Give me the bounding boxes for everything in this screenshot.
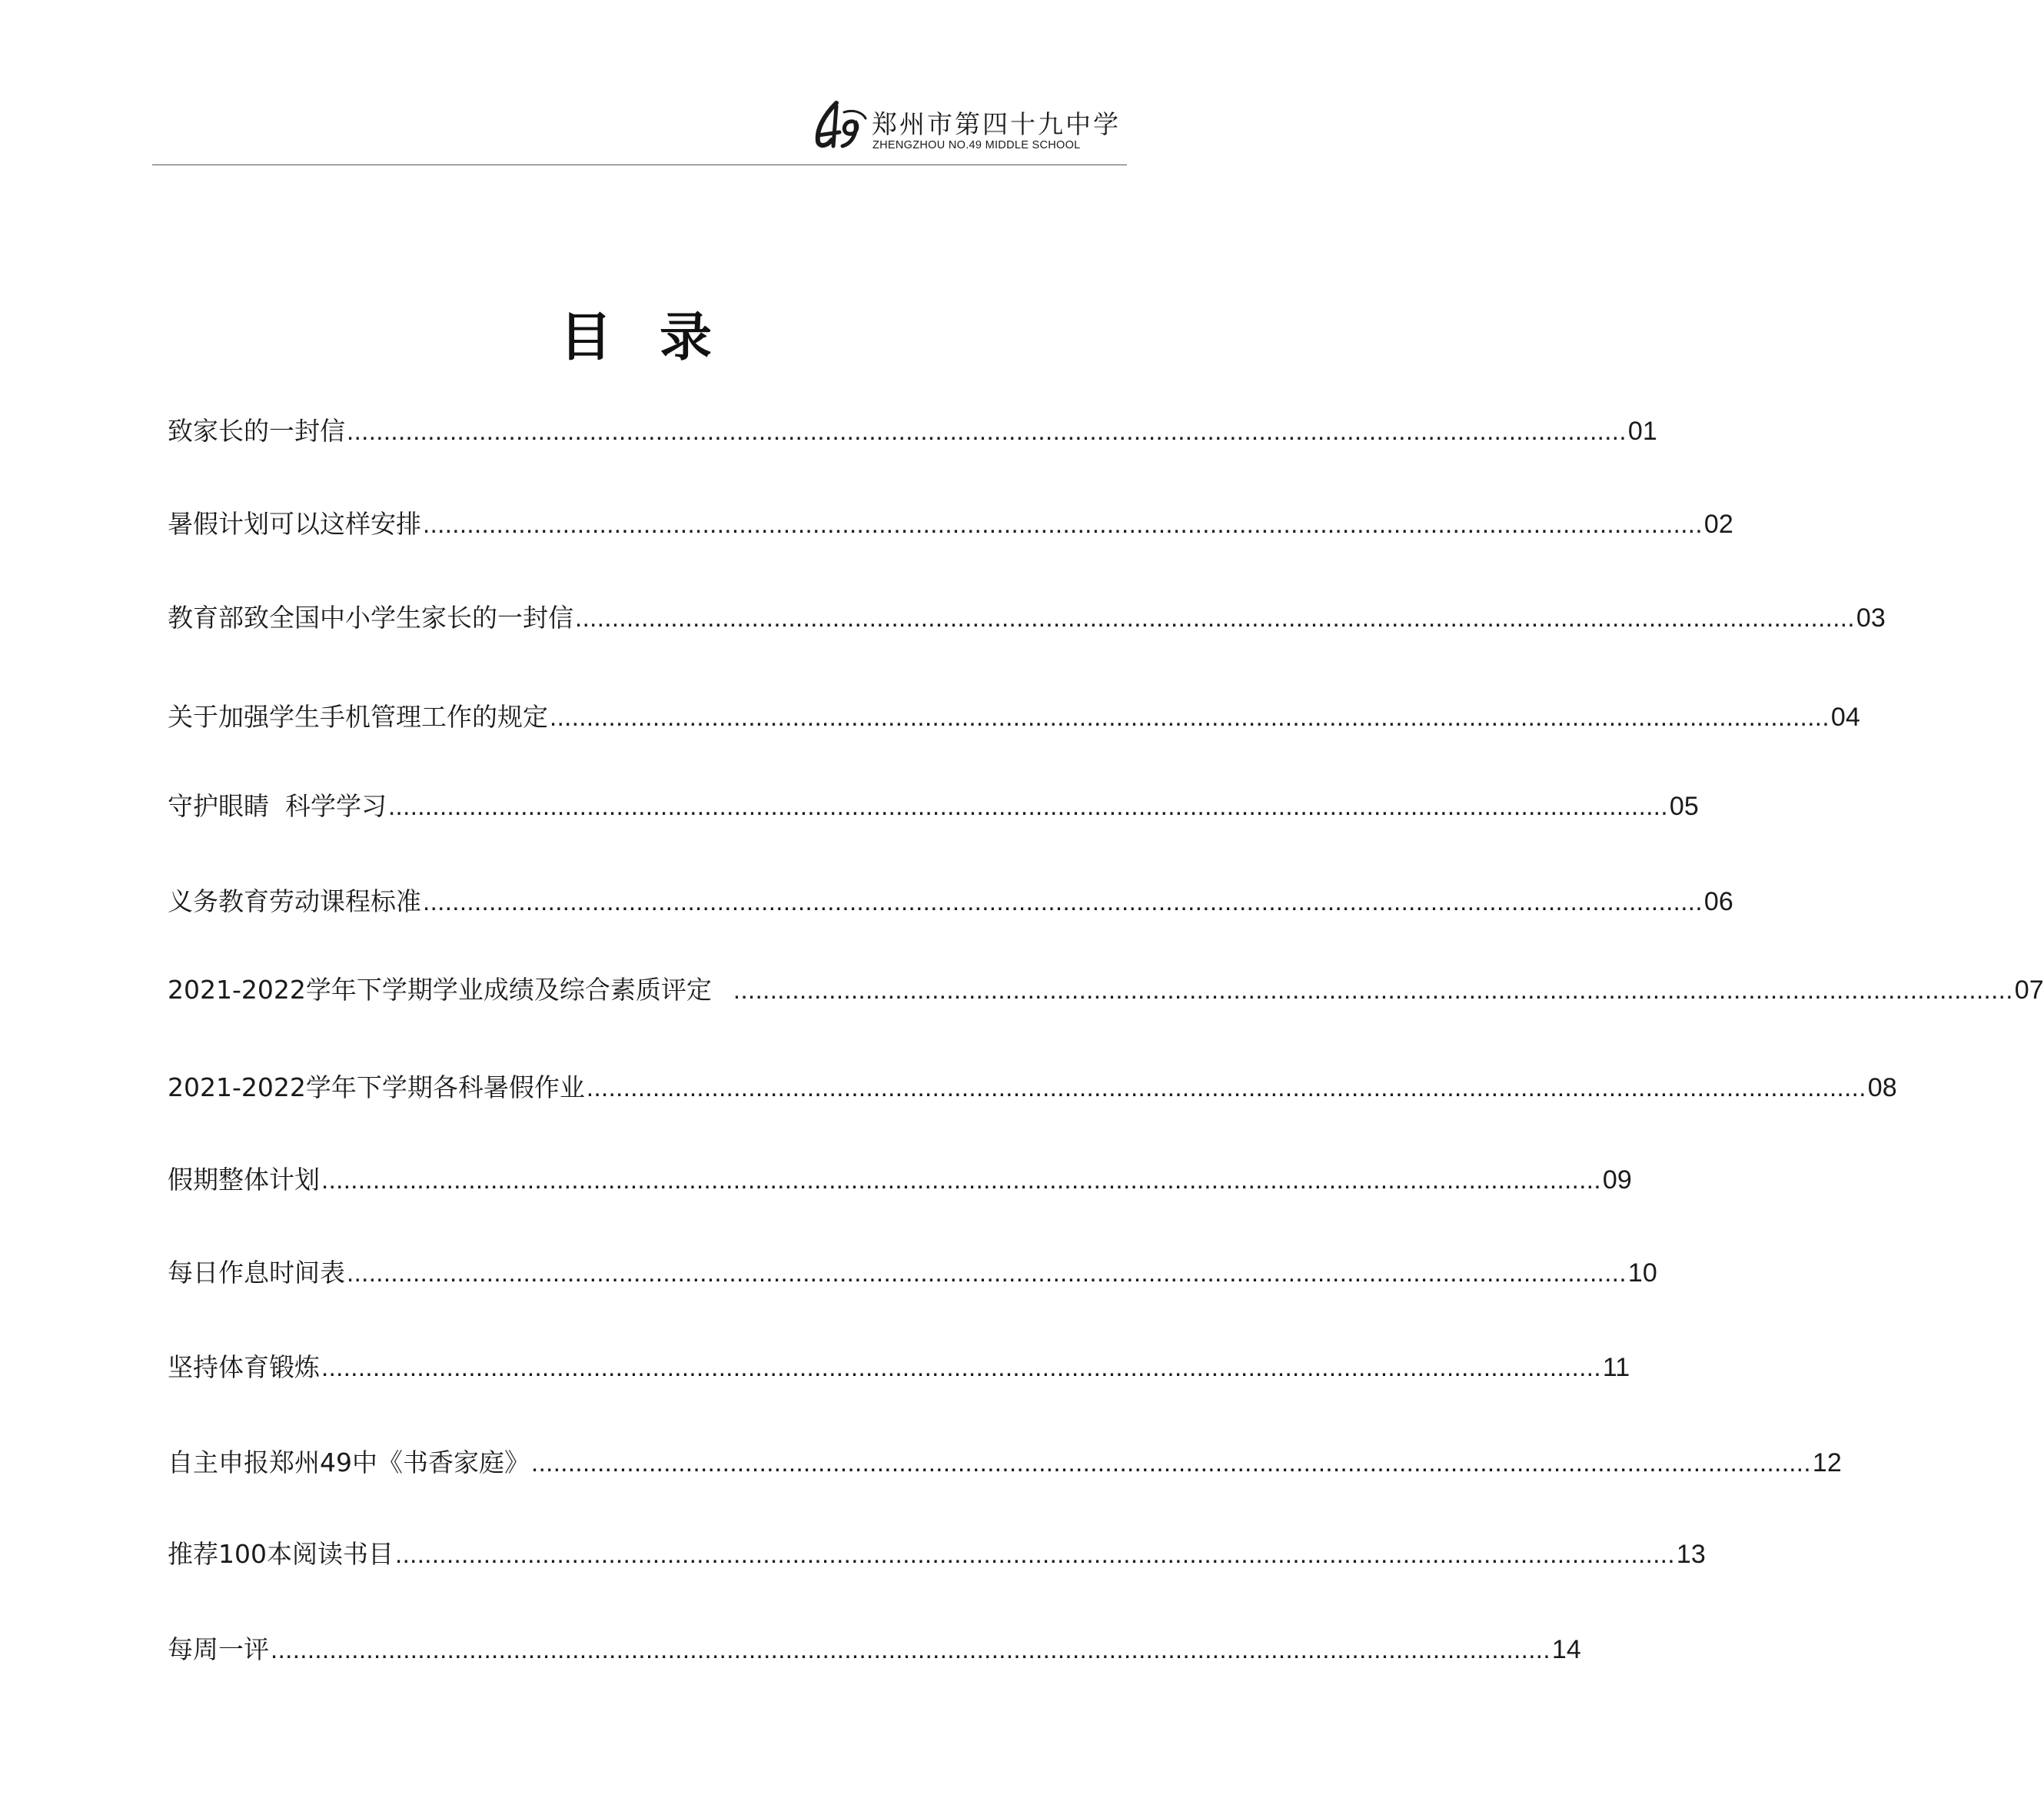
toc-entry-page: 04 (1830, 703, 1860, 732)
school-name-en: ZHENGZHOU NO.49 MIDDLE SCHOOL (872, 139, 1081, 151)
table-of-contents (168, 0, 2044, 1798)
toc-entry-label: 假期整体计划 (168, 1165, 320, 1195)
toc-leader-dots: .............................................................................................................................................................................. (347, 417, 1627, 445)
school-name-cn: 郑州市第四十九中学 (872, 109, 1121, 139)
toc-entry-label: 自主申报郑州49中《书香家庭》 (168, 1447, 530, 1477)
toc-entry-page: 05 (1669, 792, 1699, 821)
toc-entry-label: 致家长的一封信 (168, 416, 345, 446)
page-title: 目录 (559, 307, 759, 368)
toc-entry-page: 11 (1602, 1353, 1630, 1382)
toc-leader-dots: .............................................................................................................................................................................. (321, 1353, 1601, 1381)
toc-entry[interactable] (168, 791, 1699, 822)
toc-entry-page: 06 (1703, 887, 1733, 916)
toc-leader-dots: .............................................................................................................................................................................. (387, 792, 1668, 820)
toc-leader-dots: .............................................................................................................................................................................. (531, 1448, 1811, 1477)
toc-leader-dots: .............................................................................................................................................................................. (586, 1073, 1866, 1102)
toc-entry[interactable] (168, 1447, 1842, 1478)
toc-leader-dots: .............................................................................................................................................................................. (423, 887, 1703, 916)
toc-entry-page: 14 (1551, 1635, 1581, 1664)
toc-entry-label: 推荐100本阅读书目 (168, 1539, 394, 1569)
toc-entry-label: 守护眼睛 科学学习 (168, 791, 387, 821)
toc-leader-dots: .............................................................................................................................................................................. (347, 1258, 1627, 1287)
toc-entry[interactable] (168, 603, 1886, 633)
toc-entry[interactable] (168, 702, 1860, 733)
toc-entry[interactable] (168, 1258, 1657, 1288)
toc-entry-page: 03 (1856, 603, 1886, 633)
toc-entry-label: 坚持体育锻炼 (168, 1352, 320, 1382)
toc-leader-dots: .............................................................................................................................................................................. (575, 603, 1855, 632)
toc-entry[interactable] (168, 1072, 1897, 1103)
toc-leader-dots: .............................................................................................................................................................................. (321, 1165, 1601, 1194)
toc-entry[interactable] (168, 975, 2044, 1005)
toc-entry-label: 义务教育劳动课程标准 (168, 886, 421, 916)
toc-leader-dots: .............................................................................................................................................................................. (733, 975, 2013, 1004)
toc-entry[interactable] (168, 886, 1733, 917)
toc-leader-dots: .............................................................................................................................................................................. (395, 1540, 1675, 1568)
toc-entry-page: 02 (1703, 510, 1733, 539)
toc-leader-dots: .............................................................................................................................................................................. (550, 703, 1830, 731)
toc-entry-page: 12 (1812, 1448, 1842, 1477)
toc-entry-page: 09 (1602, 1165, 1632, 1195)
toc-entry-label: 2021-2022学年下学期学业成绩及综合素质评定 (168, 975, 712, 1005)
toc-entry-label: 每周一评 (168, 1634, 269, 1664)
toc-entry-label: 教育部致全国中小学生家长的一封信 (168, 603, 573, 633)
toc-leader-dots: .............................................................................................................................................................................. (423, 510, 1703, 538)
toc-entry[interactable] (168, 509, 1733, 540)
toc-entry-label: 关于加强学生手机管理工作的规定 (168, 702, 548, 732)
toc-entry-page: 01 (1627, 417, 1657, 446)
toc-entry-page: 07 (2014, 975, 2044, 1005)
toc-entry[interactable] (168, 416, 1657, 447)
toc-entry-page: 13 (1676, 1540, 1706, 1569)
toc-entry-page: 08 (1867, 1073, 1897, 1102)
toc-entry[interactable] (168, 1352, 1630, 1383)
toc-leader-dots: .............................................................................................................................................................................. (271, 1635, 1550, 1663)
toc-entry-label: 2021-2022学年下学期各科暑假作业 (168, 1072, 585, 1102)
toc-entry-page: 10 (1627, 1258, 1657, 1288)
toc-entry-label: 每日作息时间表 (168, 1258, 345, 1288)
toc-entry-label: 暑假计划可以这样安排 (168, 509, 421, 539)
toc-entry[interactable] (168, 1634, 1581, 1665)
toc-entry[interactable] (168, 1165, 1632, 1195)
toc-entry[interactable] (168, 1539, 1706, 1570)
